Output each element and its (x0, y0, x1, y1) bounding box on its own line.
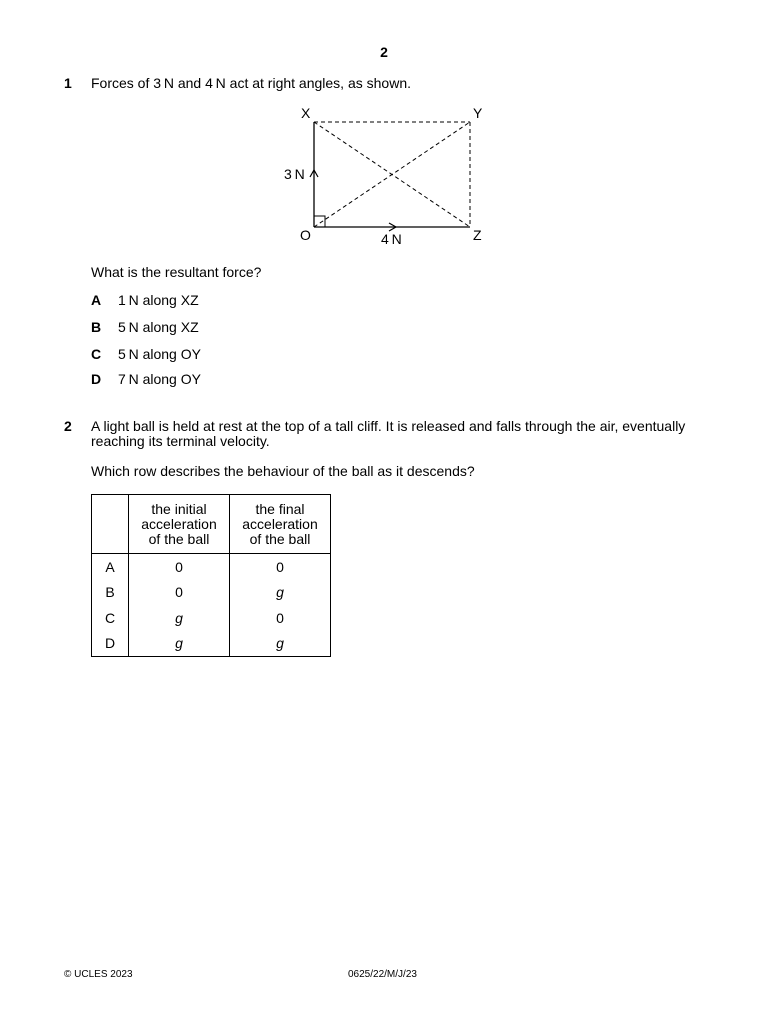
label-force-3n: 3 N (284, 166, 305, 182)
cell-initial: g (129, 605, 230, 631)
label-force-4n: 4 N (381, 231, 402, 247)
table-row (92, 631, 331, 657)
table-header-initial (129, 495, 230, 554)
option-a-text: 1 N along XZ (118, 292, 199, 308)
cell-initial: 0 (129, 580, 230, 606)
option-a-letter: A (91, 292, 102, 308)
row-letter: A (92, 554, 129, 580)
option-c-letter: C (91, 346, 102, 362)
question-1-prompt: What is the resultant force? (91, 264, 262, 280)
row-letter: D (92, 631, 129, 657)
label-x: X (301, 105, 311, 121)
question-1-number: 1 (64, 75, 72, 91)
cell-final: g (230, 580, 331, 606)
table-header-final (230, 495, 331, 554)
page-number: 2 (380, 44, 388, 60)
table-header-row (92, 495, 331, 554)
question-2-number: 2 (64, 418, 72, 434)
header-initial-line3: of the ball (148, 530, 210, 547)
option-d-letter: D (91, 371, 102, 387)
label-z: Z (473, 227, 482, 243)
header-final-line1: the final (255, 500, 305, 517)
footer-copyright: © UCLES 2023 (64, 969, 133, 980)
cell-final: 0 (230, 554, 331, 580)
option-d-text: 7 N along OY (118, 371, 201, 387)
row-letter: C (92, 605, 129, 631)
question-1-text: Forces of 3 N and 4 N act at right angles, as shown. (91, 75, 411, 91)
header-initial-line2: acceleration (141, 515, 217, 532)
label-y: Y (473, 105, 483, 121)
option-b-text: 5 N along XZ (118, 319, 199, 335)
question-2-text-line2: reaching its terminal velocity. (91, 433, 270, 449)
cell-initial: 0 (129, 554, 230, 580)
table-row (92, 605, 331, 631)
header-initial-line1: the initial (151, 500, 207, 517)
label-o: O (300, 227, 311, 243)
option-c-text: 5 N along OY (118, 346, 201, 362)
header-final-line3: of the ball (249, 530, 311, 547)
table-header-empty (92, 495, 129, 554)
table-row (92, 580, 331, 606)
cell-final: g (230, 631, 331, 657)
row-letter: B (92, 580, 129, 606)
option-b-letter: B (91, 319, 102, 335)
question-2-text-line1: A light ball is held at rest at the top of a tall cliff. It is released and falls through the air, eventually (91, 418, 686, 434)
cell-initial: g (129, 631, 230, 657)
question-2-prompt: Which row describes the behaviour of the ball as it descends? (91, 463, 475, 479)
header-final-line2: acceleration (242, 515, 318, 532)
answer-table (91, 494, 331, 657)
force-diagram (270, 100, 500, 250)
table-row (92, 554, 331, 580)
footer-paper-code: 0625/22/M/J/23 (348, 969, 417, 980)
cell-final: 0 (230, 605, 331, 631)
